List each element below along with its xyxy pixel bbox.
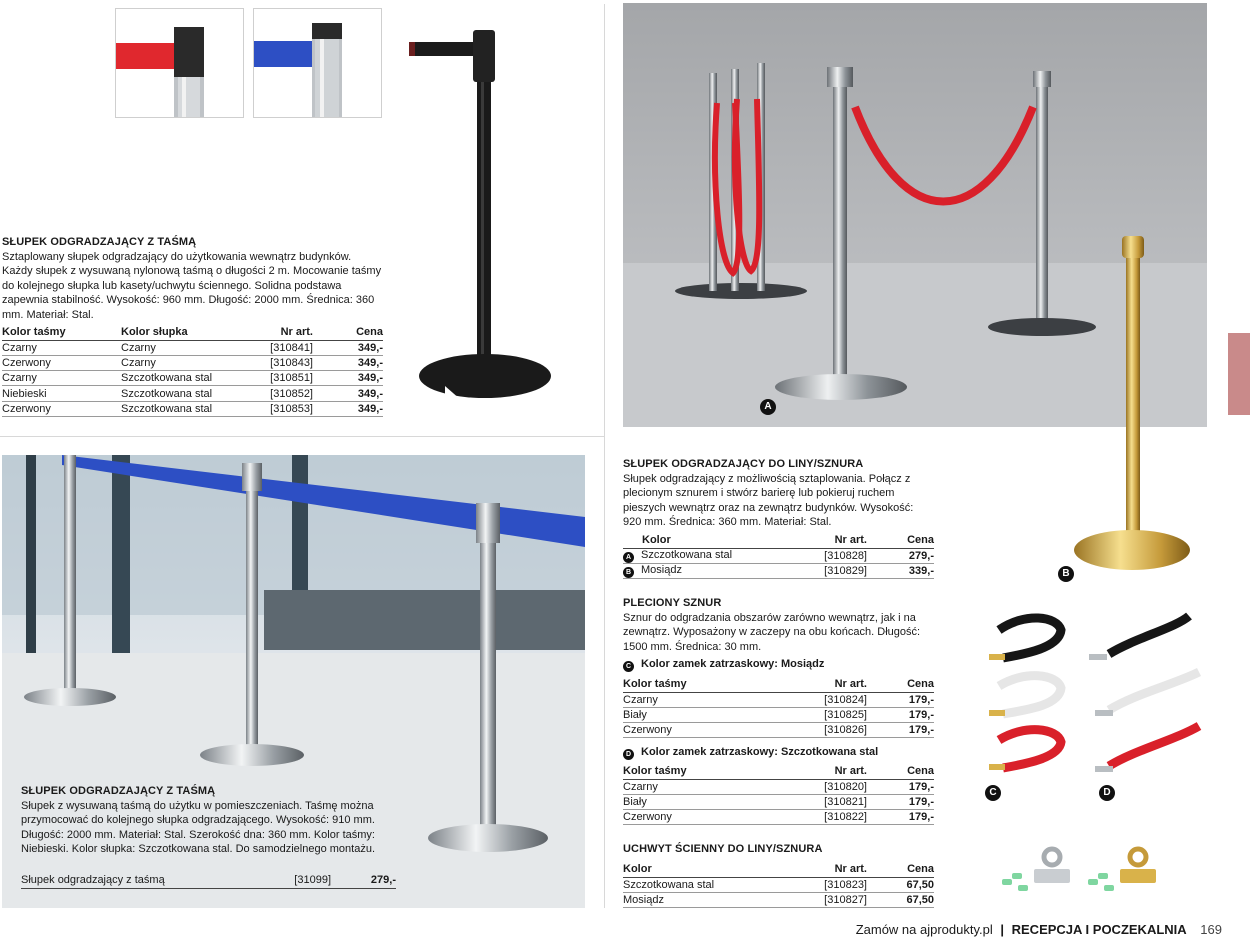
table-row (623, 892, 934, 907)
table-header-row (623, 532, 934, 548)
header-kolor-tasmy: Kolor taśmy (623, 676, 803, 692)
table-row (623, 723, 934, 738)
cell-kolor-slupka: Szczotkowana stal (121, 386, 251, 401)
cell-cena: 349,- (313, 386, 383, 401)
product-indoor-table (21, 873, 396, 889)
table-row (623, 707, 934, 722)
table-header-row (623, 763, 934, 779)
cell-nr-art: [31099] (261, 873, 331, 888)
header-nr-art: Nr art. (803, 861, 867, 877)
table-header-row (2, 324, 383, 340)
vertical-divider (604, 4, 605, 908)
cell-nr-art: [310829] (803, 563, 867, 578)
rope-group-d-label: D Kolor zamek zatrzaskowy: Szczotkowana stal (623, 746, 934, 760)
rope-group-c-table (623, 676, 934, 738)
horizontal-divider (0, 436, 604, 437)
badge-a: A (623, 552, 634, 563)
header-nr-art: Nr art. (803, 763, 867, 779)
product-rope-post-table (623, 532, 934, 579)
table-row (2, 371, 383, 386)
cell-kolor: Szczotkowana stal (623, 877, 803, 892)
cell-kolor-tasmy: Niebieski (2, 386, 121, 401)
header-kolor: Kolor (642, 533, 671, 546)
header-kolor: Kolor (623, 861, 803, 877)
brass-rope-post-image (1072, 232, 1190, 572)
product-rope-post-description: Słupek odgradzający z możliwością sztaplowania. Połącz z plecionym sznurem i stwórz barierę lub pokieruj ruchem pieszych wewnątrz oraz na zewnątrz budynków. Wysokość: 920 mm. Średnica: 360 mm. Materiał: Stal. (623, 473, 914, 529)
label-c-badge: C (985, 785, 1001, 801)
cell-kolor-tasmy: Czerwony (2, 355, 121, 370)
cell-kolor: Czarny (623, 692, 803, 707)
header-kolor-slupka: Kolor słupka (121, 324, 251, 340)
cell-kolor-slupka: Czarny (121, 355, 251, 370)
cell-kolor-tasmy: Czerwony (2, 401, 121, 416)
cell-cena: 279,- (867, 548, 934, 563)
cell-nr-art: [310841] (251, 340, 313, 355)
footer-section: RECEPCJA I POCZEKALNIA (1011, 922, 1187, 937)
wall-holder-table (623, 861, 934, 908)
product-rope-description: Sznur do odgradzania obszarów zarówno wewnątrz, jak i na zewnątrz. Wyposażony w zaczepy na obu końcach. Długość: 1500 mm. Średnica: 30 mm. (623, 612, 921, 653)
cell-kolor-slupka: Czarny (121, 340, 251, 355)
table-row (2, 386, 383, 401)
cell-cena: 349,- (313, 401, 383, 416)
cell-nr-art: [310825] (803, 707, 867, 722)
cell-nr-art: [310851] (251, 371, 313, 386)
header-nr-art: Nr art. (803, 532, 867, 548)
cell-nr-art: [310826] (803, 723, 867, 738)
product-belt-title: SŁUPEK ODGRADZAJĄCY Z TAŚMĄ (2, 236, 197, 248)
table-row (2, 401, 383, 416)
header-cena: Cena (313, 324, 383, 340)
table-row (623, 692, 934, 707)
wall-holders-image (998, 845, 1170, 905)
header-nr-art: Nr art. (251, 324, 313, 340)
table-row (623, 779, 934, 794)
table-header-row (623, 676, 934, 692)
cell-nr-art: [310820] (803, 779, 867, 794)
label-a-badge: A (760, 399, 776, 415)
header-kolor-tasmy: Kolor taśmy (623, 763, 803, 779)
cell-kolor: Czerwony (623, 810, 803, 825)
cell-kolor-slupka: Szczotkowana stal (121, 371, 251, 386)
cell-cena: 279,- (331, 873, 396, 888)
cell-kolor: Czerwony (623, 723, 803, 738)
section-tab (1228, 333, 1250, 415)
cell-kolor-tasmy: Czarny (2, 371, 121, 386)
header-cena: Cena (867, 676, 934, 692)
header-kolor-tasmy: Kolor taśmy (2, 324, 121, 340)
cell-nr-art: [310822] (803, 810, 867, 825)
cell-cena: 349,- (313, 371, 383, 386)
table-row (2, 340, 383, 355)
cell-cena: 67,50 (867, 892, 934, 907)
cell-cena: 349,- (313, 340, 383, 355)
cell-nr-art: [310828] (803, 548, 867, 563)
black-belt-post-image (405, 28, 555, 406)
product-rope-title: PLECIONY SZNUR (623, 597, 722, 609)
product-rope-post-title: SŁUPEK ODGRADZAJĄCY DO LINY/SZNURA (623, 458, 864, 470)
cell-cena: 179,- (867, 810, 934, 825)
table-row (623, 548, 934, 563)
cell-cena: 339,- (867, 563, 934, 578)
footer-separator: | (1000, 922, 1004, 937)
cell-nr-art: [310823] (803, 877, 867, 892)
cell-cena: 179,- (867, 707, 934, 722)
footer-text: Zamów na ajprodukty.pl (855, 922, 993, 937)
cell-nr-art: [310827] (803, 892, 867, 907)
cell-name: Słupek odgradzający z taśmą (21, 873, 261, 888)
cell-kolor: Mosiądz (623, 892, 803, 907)
cell-cena: 179,- (867, 794, 934, 809)
table-row (623, 794, 934, 809)
product-indoor-title: SŁUPEK ODGRADZAJĄCY Z TAŚMĄ (21, 785, 216, 797)
table-row (623, 877, 934, 892)
cell-kolor-tasmy: Czarny (2, 340, 121, 355)
cell-kolor: Biały (623, 707, 803, 722)
table-row (623, 563, 934, 578)
blue-belt-thumbnail (253, 8, 382, 118)
page-footer (856, 922, 1222, 937)
rope-group-c-label: C Kolor zamek zatrzaskowy: Mosiądz (623, 658, 934, 672)
table-row (623, 810, 934, 825)
badge-c: C (623, 661, 634, 672)
cell-cena: 179,- (867, 692, 934, 707)
rope-samples-image (985, 608, 1210, 783)
table-row (2, 355, 383, 370)
header-cena: Cena (867, 861, 934, 877)
badge-d: D (623, 749, 634, 760)
cell-cena: 349,- (313, 355, 383, 370)
header-cena: Cena (867, 532, 934, 548)
table-header-row (623, 861, 934, 877)
cell-nr-art: [310821] (803, 794, 867, 809)
cell-kolor-slupka: Szczotkowana stal (121, 401, 251, 416)
table-row (21, 873, 396, 888)
badge-b: B (623, 567, 634, 578)
product-belt-description: Sztaplowany słupek odgradzający do użytkowania wewnątrz budynków. Każdy słupek z wysuwaną nylonową taśmą o długości 2 m. Mocowanie taśmy do kolejnego słupka lub kasety/uchwytu ściennego. Solidna podstawa zapewnia stabilność. Wysokość: 960 mm. Długość: 2000 mm. Średnica: 360 mm. Materiał: Stal. (2, 251, 382, 321)
rope-group-d-table (623, 763, 934, 825)
cell-kolor: Szczotkowana stal (641, 548, 733, 561)
page-number: 169 (1200, 922, 1222, 937)
cell-cena: 179,- (867, 723, 934, 738)
cell-nr-art: [310824] (803, 692, 867, 707)
red-belt-thumbnail (115, 8, 244, 118)
cell-nr-art: [310853] (251, 401, 313, 416)
label-b-badge: B (1058, 566, 1074, 582)
product-belt-table (2, 324, 383, 417)
product-wall-holder-title: UCHWYT ŚCIENNY DO LINY/SZNURA (623, 843, 823, 855)
cell-kolor: Biały (623, 794, 803, 809)
cell-cena: 67,50 (867, 877, 934, 892)
cell-cena: 179,- (867, 779, 934, 794)
cell-kolor: Czarny (623, 779, 803, 794)
label-d-badge: D (1099, 785, 1115, 801)
cell-nr-art: [310852] (251, 386, 313, 401)
cell-nr-art: [310843] (251, 355, 313, 370)
cell-kolor: Mosiądz (641, 563, 682, 576)
header-cena: Cena (867, 763, 934, 779)
product-indoor-description: Słupek z wysuwaną taśmą do użytku w pomieszczeniach. Taśmę można przymocować do kolejnego słupka odgradzającego. Wysokość: 910 mm. Długość: 2000 mm. Materiał: Stal. Szerokość dna: 360 mm. Kolor taśmy: Niebieski. Kolor słupka: Szczotkowana stal. Do samodzielnego montażu. (21, 800, 376, 856)
header-nr-art: Nr art. (803, 676, 867, 692)
